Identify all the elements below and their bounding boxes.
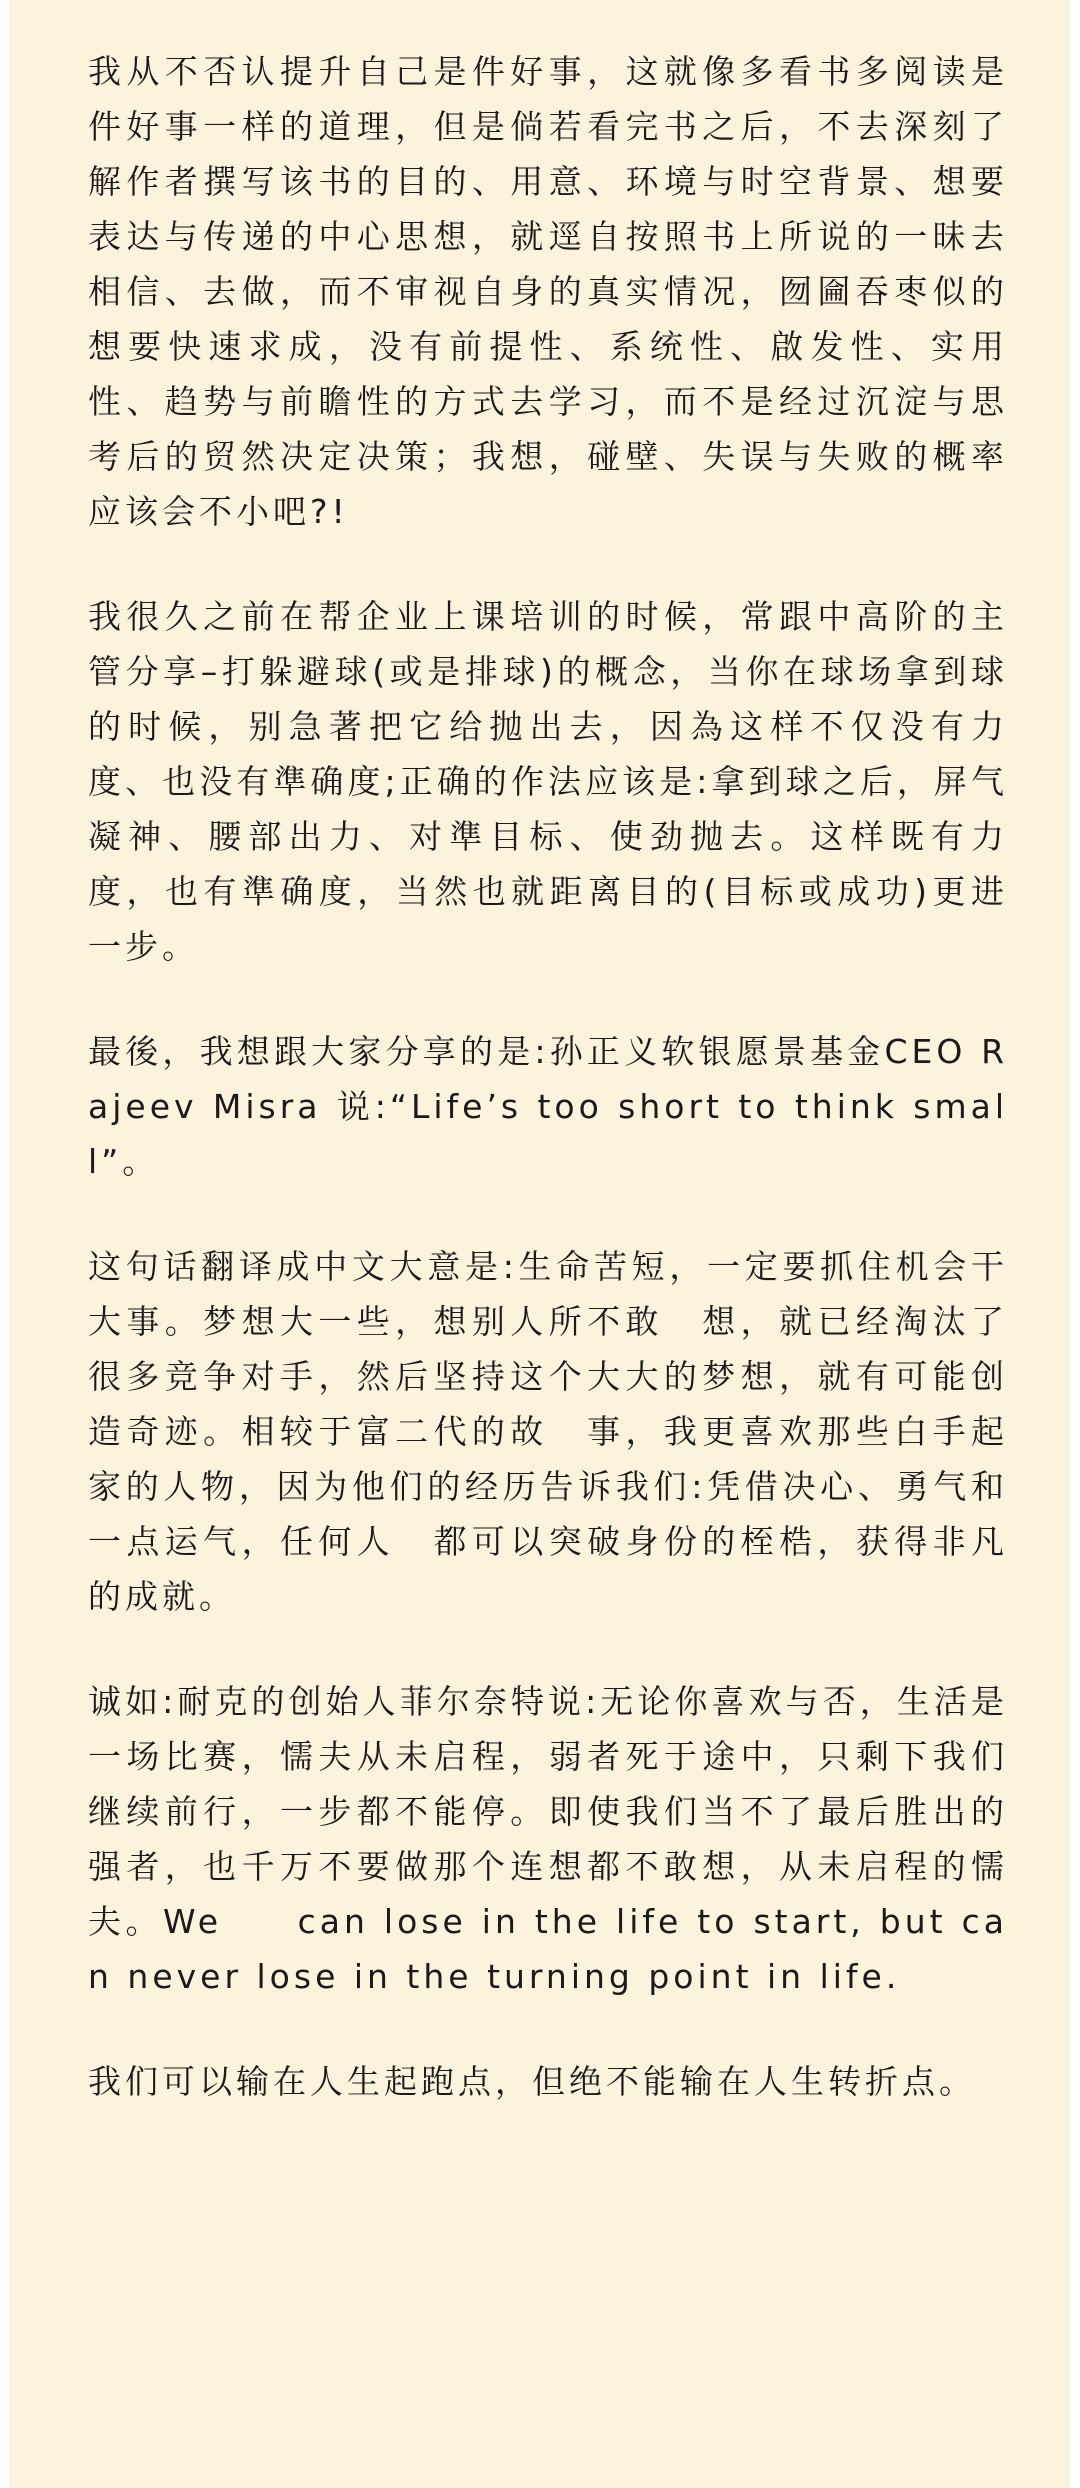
article-paragraph-5: 诚如:耐克的创始人菲尔奈特说:无论你喜欢与否，生活是一场比赛，懦夫从未启程，弱者死于途中，只剩下我们继续前行，一步都不能停。即使我们当不了最后胜出的强者，也千万不要做那个连想都不敢想，从未启程的懦夫。We can lose in the life to start, but can never lose in the turning point in life. <box>88 1682 1008 1996</box>
article-paragraph-3: 最後，我想跟大家分享的是:孙正义软银愿景基金CEO Rajeev Misra 说:“Life’s too short to think small”。 <box>88 1032 1008 1181</box>
article-panel <box>9 0 1070 2488</box>
article-paragraph-2: 我很久之前在帮企业上课培训的时候，常跟中高阶的主管分享–打躲避球(或是排球)的概念，当你在球场拿到球的时候，别急著把它给抛出去，因為这样不仅没有力度、也没有準确度;正确的作法应该是:拿到球之后，屏气凝神、腰部出力、对準目标、使劲抛去。这样既有力度，也有準确度，当然也就距离目的(目标或成功)更进一步。 <box>88 597 1008 966</box>
article-paragraph-6: 我们可以输在人生起跑点，但绝不能输在人生转折点。 <box>88 2062 976 2101</box>
article-body <box>88 44 1008 2159</box>
article-paragraph-4: 这句话翻译成中文大意是:生命苦短，一定要抓住机会干大事。梦想大一些，想别人所不敢 想，就已经淘汰了很多竞争对手，然后坚持这个大大的梦想，就有可能创造奇迹。相较于富二代的故 事，我更喜欢那些白手起家的人物，因为他们的经历告诉我们:凭借决心、勇气和一点运气，任何人 都可以突破身份的桎梏，获得非凡的成就。 <box>88 1247 1008 1616</box>
article-paragraph-1: 我从不否认提升自己是件好事，这就像多看书多阅读是件好事一样的道理，但是倘若看完书之后，不去深刻了解作者撰写该书的目的、用意、环境与时空背景、想要表达与传递的中心思想，就逕自按照书上所说的一昧去相信、去做，而不审视自身的真实情况，囫圇吞枣似的想要快速求成，没有前提性、系统性、啟发性、实用性、趋势与前瞻性的方式去学习，而不是经过沉淀与思考后的贸然决定决策；我想，碰壁、失误与失败的概率应该会不小吧?! <box>88 52 1008 531</box>
